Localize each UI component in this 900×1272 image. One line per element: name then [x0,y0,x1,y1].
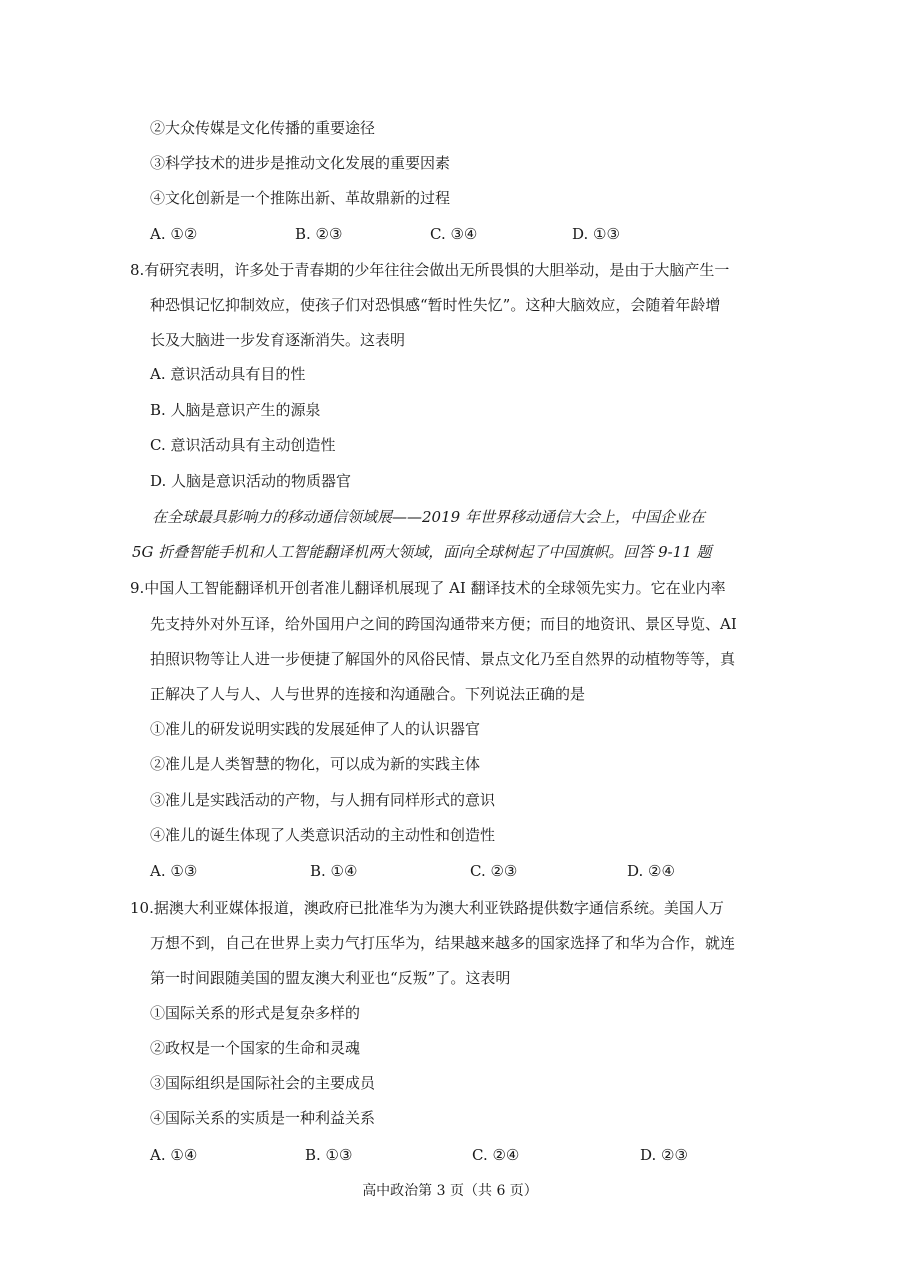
q9-stem-line-1: 9.中国人工智能翻译机开创者准儿翻译机展现了 AI 翻译技术的全球领先实力。它在业内率 [130,579,726,597]
page-footer: 高中政治第 3 页（共 6 页） [362,1183,538,1199]
q10-options [150,1145,688,1165]
q8-option-d: D. 人脑是意识活动的物质器官 [150,472,352,490]
q8-option-c: C. 意识活动具有主动创造性 [150,436,336,454]
q8-option-b: B. 人脑是意识产生的源泉 [150,401,321,419]
q10-option-b: B. ①③ [305,1146,353,1164]
q9-option-a: A. ①③ [150,862,198,880]
q10-option-a: A. ①④ [150,1146,198,1164]
q10-item-4: ④国际关系的实质是一种利益关系 [150,1109,376,1127]
q8-option-a: A. 意识活动具有目的性 [150,365,306,383]
q9-stem-line-4: 正解决了人与人、人与世界的连接和沟通融合。下列说法正确的是 [150,685,586,703]
q7-option-b: B. ②③ [295,225,343,243]
q8-stem-line-2: 种恐惧记忆抑制效应，使孩子们对恐惧感“暂时性失忆”。这种大脑效应，会随着年龄增 [150,296,721,314]
q7-item-2: ②大众传媒是文化传播的重要途径 [150,119,376,137]
q10-option-c: C. ②④ [472,1146,520,1164]
q7-option-c: C. ③④ [430,225,478,243]
q7-options [150,224,670,244]
q7-item-4: ④文化创新是一个推陈出新、革故鼎新的过程 [150,189,451,207]
q7-item-3: ③科学技术的进步是推动文化发展的重要因素 [150,154,451,172]
q8-stem-line-3: 长及大脑进一步发育逐渐消失。这表明 [150,331,406,349]
q8-stem-line-1: 8.有研究表明，许多处于青春期的少年往往会做出无所畏惧的大胆举动，是由于大脑产生一 [130,261,730,279]
q10-option-d: D. ②③ [640,1146,688,1164]
q9-options [150,861,675,881]
intro-line-1: 在全球最具影响力的移动通信领域展——2019 年世界移动通信大会上，中国企业在 [152,508,705,526]
q9-stem-line-2: 先支持外对外互译，给外国用户之间的跨国沟通带来方便；而目的地资讯、景区导览、AI [150,615,737,633]
q9-item-3: ③准儿是实践活动的产物，与人拥有同样形式的意识 [150,791,496,809]
q9-option-c: C. ②③ [470,862,518,880]
q9-option-d: D. ②④ [627,862,675,880]
q10-item-1: ①国际关系的形式是复杂多样的 [150,1004,361,1022]
q9-option-b: B. ①④ [310,862,358,880]
q9-item-4: ④准儿的诞生体现了人类意识活动的主动性和创造性 [150,826,496,844]
q7-option-a: A. ①② [150,225,198,243]
q7-option-d: D. ①③ [572,225,620,243]
q9-item-2: ②准儿是人类智慧的物化，可以成为新的实践主体 [150,755,481,773]
q9-stem-line-3: 拍照识物等让人进一步便捷了解国外的风俗民情、景点文化乃至自然界的动植物等等，真 [150,650,736,668]
q10-stem-line-2: 万想不到，自己在世界上卖力气打压华为，结果越来越多的国家选择了和华为合作，就连 [150,934,736,952]
q10-item-2: ②政权是一个国家的生命和灵魂 [150,1039,361,1057]
q10-item-3: ③国际组织是国际社会的主要成员 [150,1074,376,1092]
q9-item-1: ①准儿的研发说明实践的发展延伸了人的认识器官 [150,720,481,738]
q10-stem-line-3: 第一时间跟随美国的盟友澳大利亚也“反叛”了。这表明 [150,969,511,987]
q10-stem-line-1: 10.据澳大利亚媒体报道，澳政府已批准华为为澳大利亚铁路提供数字通信系统。美国人万 [130,899,724,917]
intro-line-2: 5G 折叠智能手机和人工智能翻译机两大领域，面向全球树起了中国旗帜。回答 9-11 题 [132,543,712,561]
